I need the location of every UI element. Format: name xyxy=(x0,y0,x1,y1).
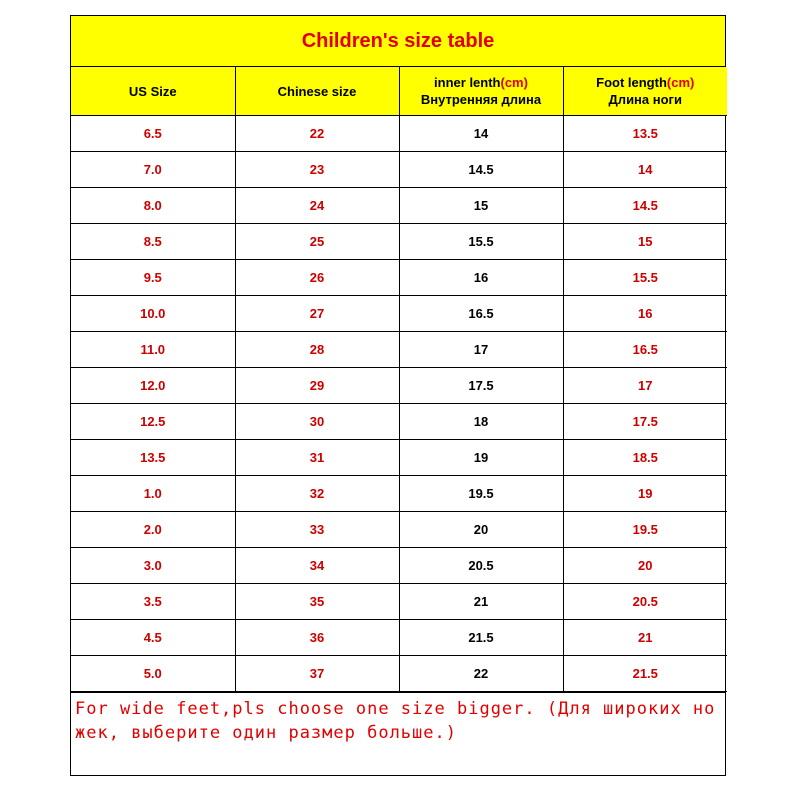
table-row xyxy=(71,440,727,476)
foot-length-cell: 21.5 xyxy=(563,656,727,692)
table-row xyxy=(71,548,727,584)
size-rows xyxy=(71,116,727,692)
header-inner-length-ru: Внутренняя длина xyxy=(420,92,542,107)
inner-length-cell: 17.5 xyxy=(399,368,563,404)
table-row xyxy=(71,656,727,692)
foot-length-cell: 20 xyxy=(563,548,727,584)
header-row xyxy=(71,67,727,116)
chinese-size-cell: 34 xyxy=(235,548,399,584)
table-row xyxy=(71,512,727,548)
chinese-size-cell: 22 xyxy=(235,116,399,152)
foot-length-cell: 21 xyxy=(563,620,727,656)
us-size-cell: 7.0 xyxy=(71,152,235,188)
inner-length-cell: 14.5 xyxy=(399,152,563,188)
table-row xyxy=(71,368,727,404)
size-table-sheet xyxy=(70,15,726,776)
us-size-cell: 8.0 xyxy=(71,188,235,224)
foot-length-cell: 13.5 xyxy=(563,116,727,152)
us-size-cell: 11.0 xyxy=(71,332,235,368)
foot-length-cell: 18.5 xyxy=(563,440,727,476)
header-inner-length-label: inner lenth xyxy=(434,75,501,90)
us-size-cell: 12.5 xyxy=(71,404,235,440)
inner-length-cell: 19.5 xyxy=(399,476,563,512)
inner-length-cell: 18 xyxy=(399,404,563,440)
table-row xyxy=(71,224,727,260)
table-row xyxy=(71,152,727,188)
inner-length-cell: 17 xyxy=(399,332,563,368)
foot-length-cell: 16.5 xyxy=(563,332,727,368)
inner-length-cell: 19 xyxy=(399,440,563,476)
header-chinese-size: Chinese size xyxy=(235,67,399,116)
us-size-cell: 8.5 xyxy=(71,224,235,260)
foot-length-cell: 15 xyxy=(563,224,727,260)
foot-length-cell: 14 xyxy=(563,152,727,188)
us-size-cell: 10.0 xyxy=(71,296,235,332)
chinese-size-cell: 23 xyxy=(235,152,399,188)
foot-length-cell: 16 xyxy=(563,296,727,332)
inner-length-cell: 16.5 xyxy=(399,296,563,332)
header-foot-length xyxy=(563,67,727,116)
chinese-size-cell: 32 xyxy=(235,476,399,512)
us-size-cell: 13.5 xyxy=(71,440,235,476)
chinese-size-cell: 30 xyxy=(235,404,399,440)
foot-length-cell: 17.5 xyxy=(563,404,727,440)
header-foot-length-ru: Длина ноги xyxy=(608,92,682,107)
inner-length-cell: 16 xyxy=(399,260,563,296)
table-row xyxy=(71,584,727,620)
chinese-size-cell: 25 xyxy=(235,224,399,260)
foot-length-cell: 15.5 xyxy=(563,260,727,296)
header-foot-length-label: Foot length xyxy=(596,75,667,90)
chinese-size-cell: 36 xyxy=(235,620,399,656)
us-size-cell: 6.5 xyxy=(71,116,235,152)
chinese-size-cell: 26 xyxy=(235,260,399,296)
foot-length-cell: 19.5 xyxy=(563,512,727,548)
table-row xyxy=(71,620,727,656)
foot-length-cell: 19 xyxy=(563,476,727,512)
us-size-cell: 12.0 xyxy=(71,368,235,404)
inner-length-cell: 21.5 xyxy=(399,620,563,656)
foot-length-cell: 17 xyxy=(563,368,727,404)
header-inner-length-unit: (cm) xyxy=(500,75,528,90)
table-row xyxy=(71,404,727,440)
chinese-size-cell: 31 xyxy=(235,440,399,476)
inner-length-cell: 20 xyxy=(399,512,563,548)
table-row xyxy=(71,296,727,332)
us-size-cell: 4.5 xyxy=(71,620,235,656)
chinese-size-cell: 28 xyxy=(235,332,399,368)
us-size-cell: 3.0 xyxy=(71,548,235,584)
inner-length-cell: 20.5 xyxy=(399,548,563,584)
header-inner-length xyxy=(399,67,563,116)
chinese-size-cell: 33 xyxy=(235,512,399,548)
inner-length-cell: 21 xyxy=(399,584,563,620)
foot-length-cell: 14.5 xyxy=(563,188,727,224)
table-row xyxy=(71,476,727,512)
us-size-cell: 2.0 xyxy=(71,512,235,548)
us-size-cell: 3.5 xyxy=(71,584,235,620)
inner-length-cell: 15.5 xyxy=(399,224,563,260)
foot-length-cell: 20.5 xyxy=(563,584,727,620)
us-size-cell: 9.5 xyxy=(71,260,235,296)
wide-feet-note: For wide feet,pls choose one size bigger. (Для широких ножек, выберите один размер больше.) xyxy=(71,692,725,775)
chinese-size-cell: 24 xyxy=(235,188,399,224)
chinese-size-cell: 35 xyxy=(235,584,399,620)
table-title: Children's size table xyxy=(71,16,725,67)
chinese-size-cell: 29 xyxy=(235,368,399,404)
inner-length-cell: 15 xyxy=(399,188,563,224)
table-row xyxy=(71,260,727,296)
header-us-size: US Size xyxy=(71,67,235,116)
chinese-size-cell: 37 xyxy=(235,656,399,692)
table-row xyxy=(71,188,727,224)
table-row xyxy=(71,116,727,152)
table-row xyxy=(71,332,727,368)
inner-length-cell: 22 xyxy=(399,656,563,692)
inner-length-cell: 14 xyxy=(399,116,563,152)
us-size-cell: 5.0 xyxy=(71,656,235,692)
header-foot-length-unit: (cm) xyxy=(666,75,695,90)
chinese-size-cell: 27 xyxy=(235,296,399,332)
us-size-cell: 1.0 xyxy=(71,476,235,512)
size-table xyxy=(71,67,727,692)
